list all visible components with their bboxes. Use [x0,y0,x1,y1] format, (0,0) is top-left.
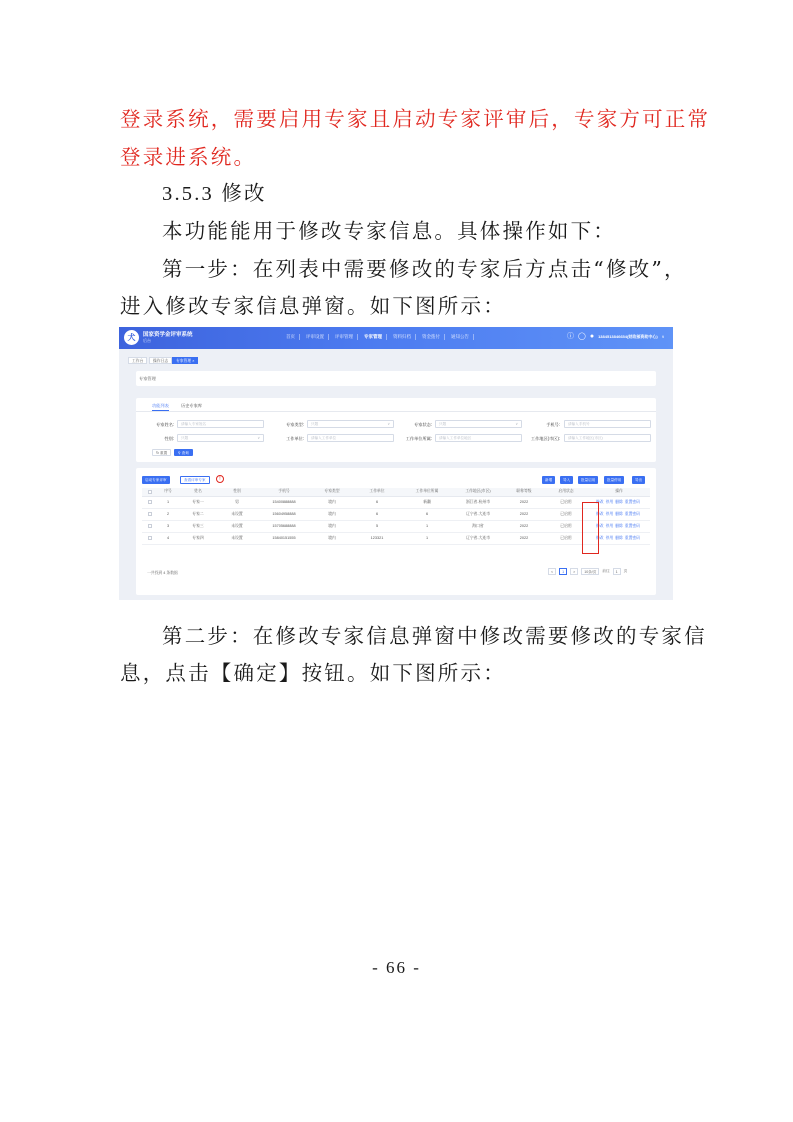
tab-divider [136,411,656,412]
cell-unit: 123321 [352,532,402,544]
cell-unit-region: 6 [402,508,452,520]
embedded-screenshot [119,327,673,600]
expert-status-select[interactable] [435,420,522,428]
add-button[interactable]: 新增 [542,476,555,484]
user-name[interactable]: 1384513846654(财政部资助中心) [598,334,658,339]
table-card [136,468,656,595]
cell-unit: 6 [352,496,402,508]
reset-password-link[interactable]: 重置密码 [624,499,640,504]
delete-link[interactable]: 删除 [615,511,623,516]
row-checkbox[interactable] [142,532,158,544]
nav-item-review-management[interactable]: 评审管理 [331,334,358,340]
paragraph-2-line-2: 进入修改专家信息弹窗。如下图所示： [120,294,506,318]
cell-region: 海口省 [452,520,504,532]
header-unit-region: 工作单位所属 [402,488,452,496]
filter-label-phone: 手机号: [546,422,560,427]
pager-summary: 一共找到 4 条数据 [147,571,178,575]
cell-gender: 未设置 [218,520,256,532]
filter-card [136,398,656,462]
cell-unit-region: 新疆 [402,496,452,508]
reset-password-link[interactable]: 重置密码 [624,523,640,528]
cell-status: 已启用 [544,496,588,508]
filter-label-unit-region: 工作单位所属: [405,436,432,441]
expert-table [142,488,650,545]
select-placeholder: 只限 [181,436,189,440]
cell-gender: 未设置 [218,532,256,544]
cell-name: 专家二 [178,508,218,520]
header-unit: 工作单位 [352,488,402,496]
paragraph-red-line-1: 登录系统，需要启用专家且启动专家评审后，专家方可正常 [120,107,711,131]
disable-link[interactable]: 停用 [605,535,614,540]
next-page-button[interactable]: > [570,568,578,575]
goto-label: 前往 [602,569,610,573]
goto-page-input[interactable]: 1 [613,568,621,575]
region-input[interactable]: 请输入工作地区(市区) [564,434,651,442]
cell-status: 已启用 [544,532,588,544]
cell-region: 辽宁省-大连市 [452,508,504,520]
paragraph-3-line-1: 第二步：在修改专家信息弹窗中修改需要修改的专家信 [162,624,707,648]
warning-icon[interactable]: ! [216,475,224,483]
cell-phone: 15604958888 [256,508,312,520]
row-checkbox[interactable] [142,520,158,532]
tab-history-experts[interactable]: 历史专家库 [181,403,202,408]
nav-item-review-settings[interactable]: 评审设置 [302,334,329,340]
delete-link[interactable]: 删除 [615,523,623,528]
paragraph-red-line-2: 登录进系统。 [120,145,257,169]
nav-item-expert-management[interactable]: 专家管理 [360,334,387,340]
nav-item-notices[interactable]: 通知公告 [447,334,474,340]
delete-link[interactable]: 删除 [615,499,623,504]
expert-name-input[interactable]: 请输入专家姓名 [177,420,264,428]
select-placeholder: 只限 [439,422,447,426]
page-title-card [136,371,656,386]
cell-type: 境内 [312,508,352,520]
header-actions: 操作 [588,488,650,496]
export-button[interactable]: 导出 [632,476,645,484]
edit-link[interactable]: 修改 [596,523,604,528]
checkbox[interactable] [148,524,152,528]
header-type: 专家类型 [312,488,352,496]
cell-gender: 未设置 [218,508,256,520]
header-gender: 性别 [218,488,256,496]
help-icon[interactable]: ⓘ [567,333,574,340]
checkbox[interactable] [148,490,152,494]
table-row [142,520,650,532]
select-placeholder: 只限 [311,422,319,426]
paragraph-1: 本功能能用于修改专家信息。具体操作如下： [162,219,616,243]
batch-disable-button[interactable]: 批量停用 [604,476,624,484]
delete-link[interactable]: 删除 [615,535,623,540]
cell-name: 专家三 [178,520,218,532]
header-region: 工作地区(市区) [452,488,504,496]
breadcrumb-chip-expert[interactable]: 专家管理 × [172,357,198,364]
filter-label-status: 专家状态: [414,422,432,427]
table-row [142,508,650,520]
batch-enable-button[interactable]: 批量启用 [578,476,598,484]
system-logo: 犬 [124,330,139,345]
highlight-edit-column-box [582,502,599,554]
cell-name: 专家四 [178,532,218,544]
table-row [142,532,650,544]
edit-link[interactable]: 修改 [596,511,604,516]
system-title: 国家资学金评审系统 [143,332,193,338]
filter-label-name: 专家姓名: [156,422,174,427]
chevron-down-icon[interactable]: ∨ [661,334,665,339]
filter-label-region: 工作地区(市区): [530,436,560,441]
disable-link[interactable]: 停用 [605,523,614,528]
nav-item-home[interactable]: 首页 [282,334,300,340]
cell-title-level: 2022 [504,532,544,544]
cell-title-level: 2022 [504,520,544,532]
edit-link[interactable]: 修改 [596,535,604,540]
checkbox[interactable] [148,512,152,516]
paragraph-2-line-1: 第一步：在列表中需要修改的专家后方点击“修改”， [162,257,687,281]
view-review-experts-button[interactable]: 查看评审专家 [180,476,210,484]
reset-password-link[interactable]: 重置密码 [624,511,640,516]
page-1-button[interactable]: 1 [559,568,567,575]
import-button[interactable]: 导入 [560,476,573,484]
breadcrumb-chip-workbench[interactable]: 工作台 [128,357,147,364]
disable-link[interactable]: 停用 [605,499,614,504]
page-size-select[interactable]: 10条/页 [581,568,599,575]
work-unit-input[interactable]: 请输入工作单位 [307,434,394,442]
cell-status: 已启用 [544,508,588,520]
goto-suffix: 页 [623,569,628,573]
pagination [548,568,627,575]
cell-type: 境内 [312,520,352,532]
header-index: 序号 [158,488,178,496]
cell-type: 境内 [312,532,352,544]
cell-unit-region: 1 [402,520,452,532]
paragraph-3-line-2: 息，点击【确定】按钮。如下图所示： [120,661,506,685]
chevron-down-icon: ∨ [387,422,390,426]
cell-index: 1 [158,496,178,508]
row-checkbox[interactable] [142,496,158,508]
header-right-tools [567,333,665,341]
chevron-down-icon: ∨ [515,422,518,426]
cell-type: 境内 [312,496,352,508]
top-header-bar [119,327,673,349]
cell-region: 辽宁省-大连市 [452,532,504,544]
cell-name: 专家一 [178,496,218,508]
bell-icon[interactable]: ◯ [578,333,586,340]
header-select-all[interactable] [142,488,158,496]
reset-label: 重置 [160,451,168,455]
checkbox[interactable] [148,500,152,504]
header-name: 姓名 [178,488,218,496]
start-review-button[interactable]: 启动专家评审 [142,476,170,484]
filter-label-unit: 工作单位: [286,436,304,441]
filter-label-gender: 性别: [164,436,174,441]
table-row [142,496,650,508]
breadcrumb-chip-log[interactable]: 操作日志 [149,357,172,364]
header-status: 启用状态 [544,488,588,496]
cell-status: 已启用 [544,520,588,532]
page-title: 专家管理 [139,376,156,381]
cell-gender: 男 [218,496,256,508]
disable-link[interactable]: 停用 [605,511,614,516]
filter-label-type: 专家类型: [286,422,304,427]
chevron-down-icon: ∨ [257,436,260,440]
main-nav [282,334,474,340]
search-button[interactable]: ⚲ 查询 [174,449,193,456]
cell-unit-region: 1 [402,532,452,544]
system-subtitle: 后台 [143,338,151,343]
gender-select[interactable] [177,434,264,442]
expert-type-select[interactable] [307,420,394,428]
row-checkbox[interactable] [142,508,158,520]
cell-unit: 5 [352,520,402,532]
table-header-row [142,488,650,496]
prev-page-button[interactable]: < [548,568,556,575]
edit-link[interactable]: 修改 [596,499,604,504]
search-label: 查询 [181,451,189,455]
checkbox[interactable] [148,536,152,540]
cell-unit: 6 [352,508,402,520]
cell-phone: 15705688888 [256,520,312,532]
header-phone: 手机号 [256,488,312,496]
unit-region-input[interactable]: 请输入工作单位地区 [435,434,522,442]
phone-input[interactable]: 请输入手机号 [564,420,651,428]
cell-index: 3 [158,520,178,532]
nav-item-funding[interactable]: 资金拨付 [418,334,445,340]
cell-phone: 15840151555 [256,532,312,544]
cell-index: 4 [158,532,178,544]
cell-region: 浙江省-杭州市 [452,496,504,508]
nav-item-archive[interactable]: 资料归档 [389,334,416,340]
section-heading: 3.5.3 修改 [162,183,267,205]
reset-password-link[interactable]: 重置密码 [624,535,640,540]
tab-function-list[interactable]: 功能列表 [152,403,169,411]
cell-title-level: 2022 [504,496,544,508]
cell-index: 2 [158,508,178,520]
cell-phone: 15400888888 [256,496,312,508]
header-title-level: 职称等级 [504,488,544,496]
reset-button[interactable]: ↻ 重置 [152,449,171,456]
user-icon[interactable]: ● [589,333,595,340]
page-number: - 66 - [372,958,421,977]
cell-title-level: 2022 [504,508,544,520]
